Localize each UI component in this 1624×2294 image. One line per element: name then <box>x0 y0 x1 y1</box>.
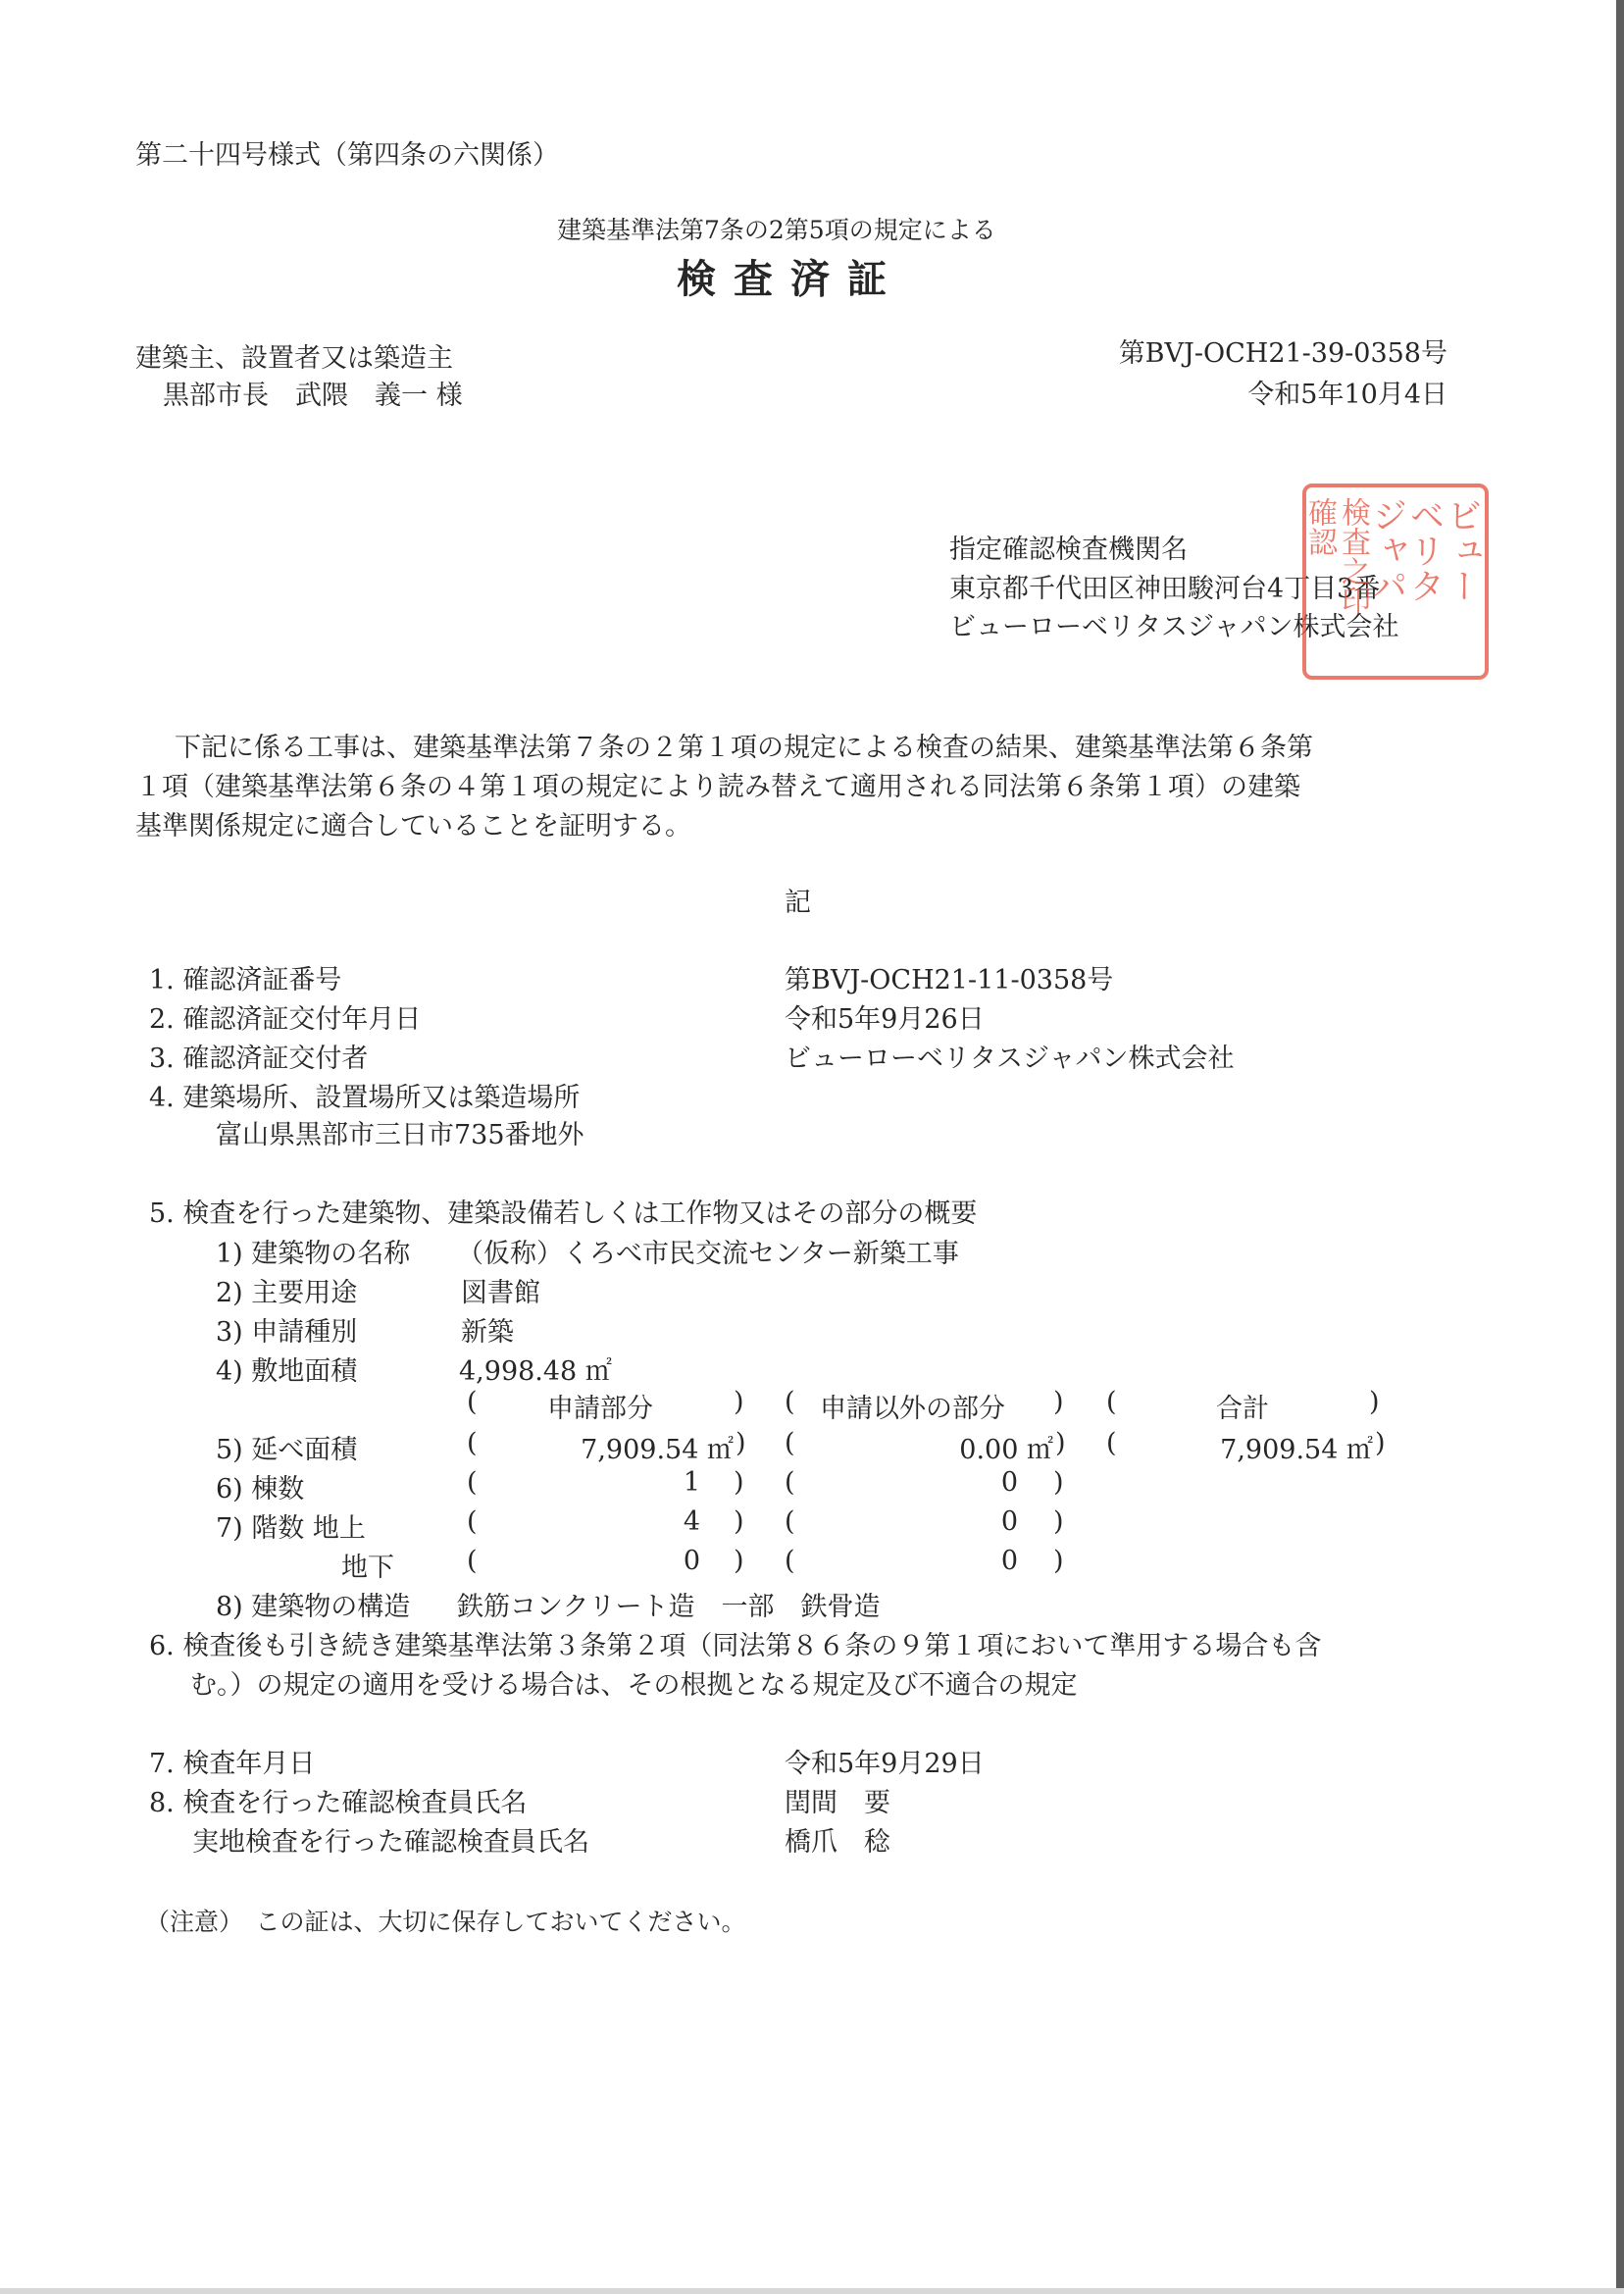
paren-open: ( <box>785 1506 795 1537</box>
item-5-3-value: 新築 <box>461 1317 514 1348</box>
floors-above-other: 0 <box>1000 1506 1018 1537</box>
paren-open: ( <box>467 1546 478 1576</box>
paren-open: ( <box>785 1428 795 1458</box>
paren-open: ( <box>467 1387 478 1417</box>
paren-close: ) <box>1053 1506 1064 1537</box>
building-count-applied: 1 <box>683 1467 700 1498</box>
item-4-label: 4. 建築場所、設置場所又は築造場所 <box>149 1083 581 1113</box>
paren-close: ) <box>1053 1387 1064 1417</box>
item-1-value: 第BVJ-OCH21-11-0358号 <box>785 965 1114 995</box>
item-5-8-value: 鉄筋コンクリート造 一部 鉄骨造 <box>457 1592 881 1622</box>
item-5-label: 5. 検査を行った建築物、建築設備若しくは工作物又はその部分の概要 <box>149 1198 978 1229</box>
paren-close: ) <box>734 1387 744 1417</box>
header-total: 合計 <box>1216 1394 1269 1424</box>
note: （注意） この証は、大切に保存しておいてください。 <box>145 1908 746 1936</box>
ki-heading: 記 <box>785 888 811 918</box>
body-line-2: １項（建築基準法第６条の４第１項の規定により読み替えて適用される同法第６条第１項）の建築 <box>135 772 1300 802</box>
scan-edge <box>1616 0 1624 2294</box>
item-8-label: 8. 検査を行った確認検査員氏名 <box>149 1788 528 1818</box>
paren-open: ( <box>467 1506 478 1537</box>
header-applied: 申請部分 <box>547 1394 653 1424</box>
floor-area-total: 7,909.54 ㎡ <box>1220 1435 1373 1465</box>
page-title: 検査済証 <box>677 256 904 302</box>
paren-close: ) <box>734 1506 744 1537</box>
floor-area-other: 0.00 ㎡ <box>959 1435 1053 1465</box>
issuer-company: ビューローベリタスジャパン株式会社 <box>949 612 1399 642</box>
item-5-6-label: 6) 棟数 <box>216 1474 305 1504</box>
item-3-value: ビューローベリタスジャパン株式会社 <box>785 1044 1235 1074</box>
item-5-4-value: 4,998.48 ㎡ <box>459 1356 612 1387</box>
item-7-label: 7. 検査年月日 <box>149 1749 316 1779</box>
company-seal <box>1302 484 1489 680</box>
paren-close: ) <box>734 1546 744 1576</box>
seal-text-2: ベリタ <box>1404 497 1445 603</box>
item-1-label: 1. 確認済証番号 <box>149 965 342 995</box>
item-7-value: 令和5年9月29日 <box>785 1749 985 1779</box>
paren-open: ( <box>1106 1387 1117 1417</box>
paren-close: ) <box>1055 1428 1066 1458</box>
paren-open: ( <box>1106 1428 1117 1458</box>
item-5-2-label: 2) 主要用途 <box>216 1278 358 1308</box>
seal-text-1: ビュー <box>1442 497 1482 603</box>
floors-above-applied: 4 <box>683 1506 700 1537</box>
item-5-4-label: 4) 敷地面積 <box>216 1356 358 1387</box>
paren-close: ) <box>1053 1467 1064 1498</box>
form-label: 第二十四号様式（第四条の六関係） <box>135 140 559 171</box>
basement-other: 0 <box>1000 1546 1018 1576</box>
body-line-3: 基準関係規定に適合していることを証明する。 <box>135 811 691 841</box>
item-2-label: 2. 確認済証交付年月日 <box>149 1004 422 1035</box>
item-5-3-label: 3) 申請種別 <box>216 1317 358 1348</box>
item-8-value: 閏間 要 <box>785 1788 890 1818</box>
header-other: 申請以外の部分 <box>820 1394 1005 1424</box>
floor-area-applied: 7,909.54 ㎡ <box>581 1435 734 1465</box>
paren-close: ) <box>1369 1387 1380 1417</box>
item-3-label: 3. 確認済証交付者 <box>149 1044 369 1074</box>
paren-close: ) <box>734 1467 744 1498</box>
item-5-1-value: （仮称）くろべ市民交流センター新築工事 <box>457 1239 959 1269</box>
item-6-line-2: む。）の規定の適用を受ける場合は、その根拠となる規定及び不適合の規定 <box>190 1670 1078 1701</box>
paren-close: ) <box>736 1428 746 1458</box>
issuer-label: 指定確認検査機関名 <box>949 535 1188 565</box>
item-6-line-1: 6. 検査後も引き続き建築基準法第３条第２項（同法第８６条の９第１項において準用する場合も含 <box>149 1631 1322 1661</box>
paren-open: ( <box>467 1428 478 1458</box>
building-count-other: 0 <box>1000 1467 1018 1498</box>
item-5-2-value: 図書館 <box>461 1278 540 1308</box>
seal-text-4: 検査之印 <box>1336 497 1370 615</box>
paren-open: ( <box>785 1467 795 1498</box>
paren-open: ( <box>785 1387 795 1417</box>
item-4-value: 富山県黒部市三日市735番地外 <box>216 1120 584 1150</box>
paren-close: ) <box>1053 1546 1064 1576</box>
body-line-1: 下記に係る工事は、建築基準法第７条の２第１項の規定による検査の結果、建築基準法第６条第 <box>175 733 1313 763</box>
item-5-1-label: 1) 建築物の名称 <box>216 1239 411 1269</box>
paren-open: ( <box>785 1546 795 1576</box>
issue-date: 令和5年10月4日 <box>1247 380 1447 410</box>
issuer-address: 東京都千代田区神田駿河台4丁目3番 <box>949 574 1381 604</box>
item-5-8-label: 8) 建築物の構造 <box>216 1592 411 1622</box>
item-8b-value: 橋爪 稔 <box>785 1827 890 1858</box>
basement-label: 地下 <box>341 1553 394 1583</box>
paren-close: ) <box>1375 1428 1386 1458</box>
subtitle: 建築基準法第7条の2第5項の規定による <box>557 216 996 244</box>
certificate-number: 第BVJ-OCH21-39-0358号 <box>1118 338 1447 369</box>
seal-text-5: 確認 <box>1302 497 1337 556</box>
item-2-value: 令和5年9月26日 <box>785 1004 985 1035</box>
seal-text-3: ジャパ <box>1367 497 1407 603</box>
item-5-5-label: 5) 延べ面積 <box>216 1435 358 1465</box>
scan-bottom-edge <box>0 2288 1624 2294</box>
basement-applied: 0 <box>683 1546 700 1576</box>
item-5-7-label: 7) 階数 地上 <box>216 1513 366 1544</box>
item-8b-label: 実地検査を行った確認検査員氏名 <box>192 1827 589 1858</box>
paren-open: ( <box>467 1467 478 1498</box>
addressee-label: 建築主、設置者又は築造主 <box>135 343 453 374</box>
addressee-name: 黒部市長 武隈 義一 様 <box>163 381 463 411</box>
